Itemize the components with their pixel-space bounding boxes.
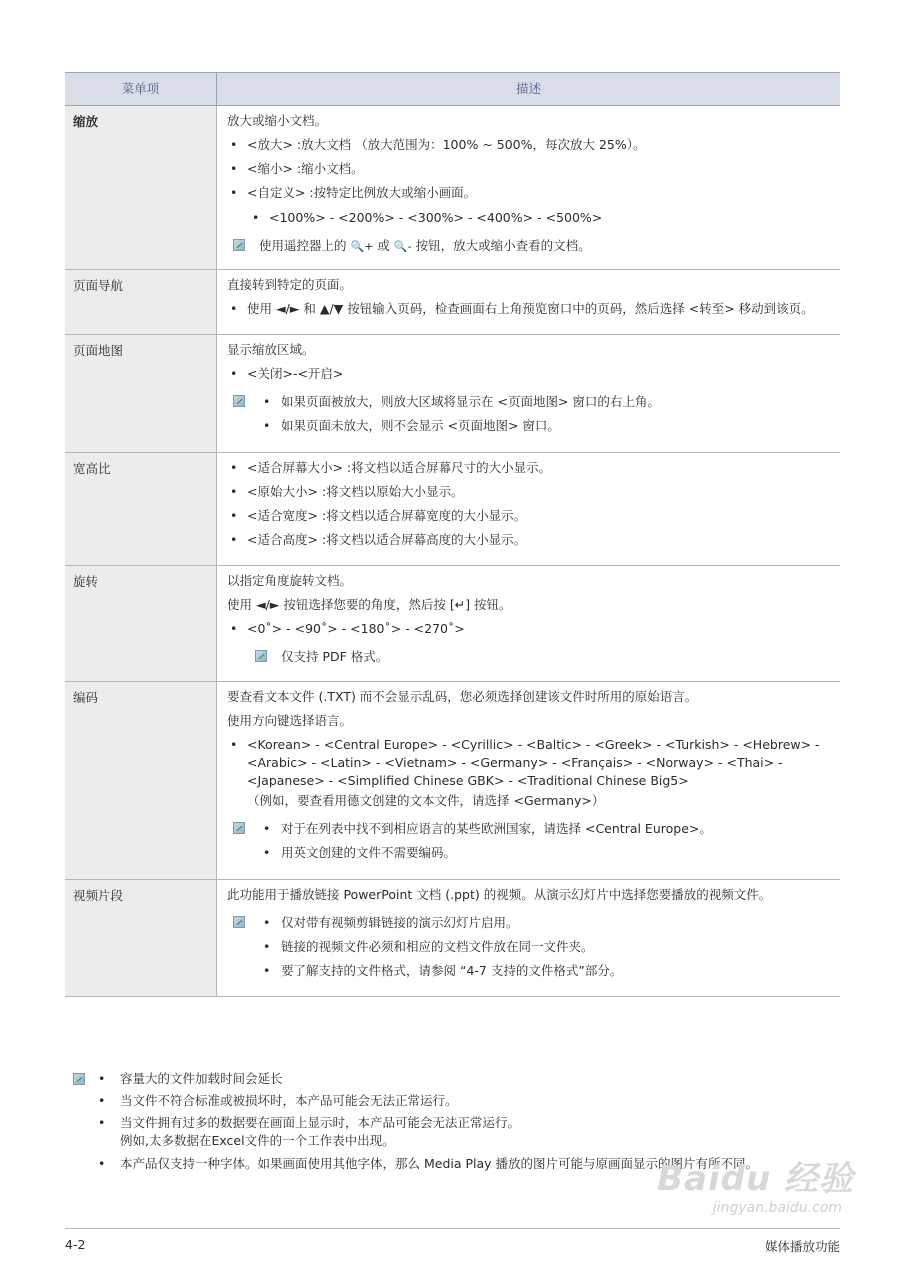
note-item: • 对于在列表中找不到相应语言的某些欧洲国家，请选择 <Central Europe>。: [259, 820, 830, 838]
encoding-instruction: 使用方向键选择语言。: [227, 712, 353, 728]
note: [227, 914, 830, 980]
watermark-logo: Baidu 经验: [657, 1159, 854, 1199]
note-item: • 要了解支持的文件格式，请参阅 “4-7 支持的文件格式”部分。: [259, 962, 830, 980]
note-icon: [233, 822, 245, 834]
row-desc-encoding: [217, 681, 841, 879]
row-desc-video-clip: [217, 879, 841, 997]
watermark-url: jingyan.baidu.com: [712, 1200, 842, 1216]
note-icon: [233, 395, 245, 407]
table-row: [65, 681, 840, 879]
table-row: [65, 452, 840, 566]
table-row: [65, 566, 840, 682]
table-row: [65, 335, 840, 453]
list-item: • <放大> :放大文档 （放大范围为：100% ~ 500%，每次放大 25%）。: [227, 136, 830, 154]
row-label-page-nav: 页面导航: [65, 269, 217, 334]
note-icon: [255, 650, 267, 662]
note-item: • 仅对带有视频剪辑链接的演示幻灯片启用。: [259, 914, 830, 932]
row-label-zoom: 缩放: [65, 106, 217, 270]
footer-divider: [65, 1228, 840, 1229]
list-item: • 使用 ◄/► 和 ▲/▼ 按钮输入页码，检查画面右上角预览窗口中的页码，然后选择 <转至> 移动到该页。: [227, 300, 830, 318]
video-clip-intro: 此功能用于播放链接 PowerPoint 文档 (.ppt) 的视频。从演示幻灯片中选择您要播放的视频文件。: [227, 886, 772, 902]
note-item: • 本产品仅支持一种字体。如果画面使用其他字体，那么 Media Play 播放的图片可能与原画面显示的图片有所不同。: [65, 1155, 840, 1173]
encoding-intro: 要查看文本文件 (.TXT) 而不会显示乱码，您必须选择创建该文件时所用的原始语言。: [227, 688, 698, 704]
note: [227, 237, 830, 255]
table-row: [65, 106, 840, 270]
list-item: • <原始大小> :将文档以原始大小显示。: [227, 483, 830, 501]
list-item: • <关闭>-<开启>: [227, 365, 830, 383]
zoom-in-icon: 🔍+: [350, 239, 374, 253]
header-menu-item: 菜单项: [65, 73, 217, 106]
section-title: 媒体播放功能: [764, 1239, 840, 1254]
list-item: • <适合屏幕大小> :将文档以适合屏幕尺寸的大小显示。: [227, 459, 830, 477]
list-item: • <适合高度> :将文档以适合屏幕高度的大小显示。: [227, 531, 830, 549]
zoom-out-icon: 🔍-: [393, 239, 412, 253]
table-row: [65, 269, 840, 334]
row-desc-zoom: [217, 106, 841, 270]
note-icon: [233, 916, 245, 928]
note-item: • 链接的视频文件必须和相应的文档文件放在同一文件夹。: [259, 938, 830, 956]
note: [227, 393, 830, 435]
rotate-instruction: 使用 ◄/► 按钮选择您要的角度，然后按 [↵] 按钮。: [227, 597, 512, 613]
row-label-aspect: 宽高比: [65, 452, 217, 566]
note: [227, 820, 830, 862]
note-item: • 当文件拥有过多的数据要在画面上显示时，本产品可能会无法正常运行。: [65, 1114, 840, 1132]
encoding-example: （例如，要查看用德文创建的文本文件，请选择 <Germany>）: [247, 793, 605, 809]
table-header: [65, 73, 840, 106]
row-desc-page-nav: [217, 269, 841, 334]
list-item: • <Korean> - <Central Europe> - <Cyrillic> - <Baltic> - <Greek> - <Turkish> - <Hebrew> - <Arabic> - <Latin> - <Vietnam> - <Germany> - <Français> - <Norway> - <Thai> - <Japanese> - <Simplified Chinese GBK> - <Traditional Chinese Big5>: [227, 736, 830, 790]
list-item: • <适合宽度> :将文档以适合屏幕宽度的大小显示。: [227, 507, 830, 525]
header-description: 描述: [217, 73, 841, 106]
note-item: • 如果页面被放大，则放大区域将显示在 <页面地图> 窗口的右上角。: [259, 393, 830, 411]
row-label-rotate: 旋转: [65, 566, 217, 682]
note-item: • 用英文创建的文件不需要编码。: [259, 844, 830, 862]
page-number: 4-2: [65, 1237, 86, 1252]
note-text: 按钮，放大或缩小查看的文档。: [415, 237, 591, 253]
note-text: 仅支持 PDF 格式。: [281, 649, 389, 665]
note-item-continuation: 例如,太多数据在Excel文件的一个工作表中出现。: [120, 1133, 395, 1149]
list-item: • <自定义> :按特定比例放大或缩小画面。: [227, 184, 830, 202]
row-desc-page-map: [217, 335, 841, 453]
row-desc-aspect: [217, 452, 841, 566]
page-nav-intro: 直接转到特定的页面。: [227, 276, 353, 292]
note: [227, 648, 830, 666]
list-item: • <0˚> - <90˚> - <180˚> - <270˚>: [227, 620, 830, 638]
note-icon: [233, 239, 245, 251]
note-text: 或: [377, 237, 390, 253]
table-row: [65, 879, 840, 997]
rotate-intro: 以指定角度旋转文档。: [227, 573, 353, 588]
menu-table: [65, 72, 840, 997]
row-label-video-clip: 视频片段: [65, 879, 217, 997]
page-map-intro: 显示缩放区域。: [227, 342, 315, 357]
note-text: 使用遥控器上的: [259, 237, 347, 253]
row-label-encoding: 编码: [65, 681, 217, 879]
note-item: • 容量大的文件加载时间会延长: [65, 1070, 840, 1088]
note-item: • 如果页面未放大，则不会显示 <页面地图> 窗口。: [259, 417, 830, 435]
list-item: • <100%> - <200%> - <300%> - <400%> - <500%>: [249, 209, 830, 227]
row-desc-rotate: [217, 566, 841, 682]
row-label-page-map: 页面地图: [65, 335, 217, 453]
zoom-intro: 放大或缩小文档。: [227, 113, 328, 128]
note-item: • 当文件不符合标准或被损坏时，本产品可能会无法正常运行。: [65, 1092, 840, 1110]
list-item: • <缩小> :缩小文档。: [227, 160, 830, 178]
